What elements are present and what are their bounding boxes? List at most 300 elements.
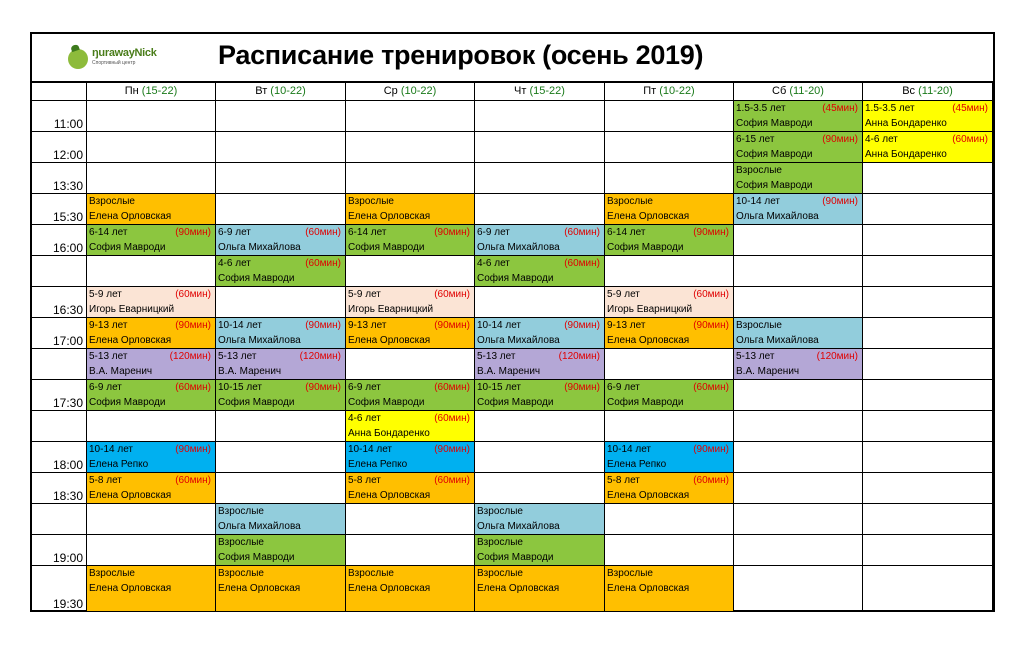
class-info [218,535,345,550]
day-name: Чт [514,85,527,97]
age-group: 6-9 лет [218,227,251,238]
time-label: 13:30 [52,179,83,193]
class-info [607,194,733,209]
trainer-name: София Мавроди [736,180,813,191]
trainer-name: София Мавроди [218,552,295,563]
empty-slot [87,256,216,287]
empty-slot [346,101,475,132]
class-info [89,349,215,364]
age-group: 1.5-3.5 лет [736,103,786,114]
age-group: Взрослые [607,196,653,207]
age-group: 10-14 лет [89,444,133,455]
day-header [734,83,863,101]
duration: (90мин) [693,444,729,455]
day-name: Вт [255,85,268,97]
class-slot [605,380,734,411]
trainer-name: София Мавроди [736,149,813,160]
class-info [348,473,474,488]
class-slot [87,287,216,318]
time-cell [32,225,87,256]
empty-slot [863,318,993,349]
duration: (90мин) [564,320,600,331]
class-slot [734,194,863,225]
empty-slot [863,163,993,194]
class-info [477,318,604,333]
day-header [605,83,734,101]
class-slot [605,473,734,504]
class-info [218,318,345,333]
age-group: 10-14 лет [477,320,521,331]
age-group: Взрослые [218,568,264,579]
class-slot [216,566,346,612]
class-info [865,101,992,116]
empty-slot [863,535,993,566]
empty-slot [87,504,216,535]
day-header [475,83,605,101]
duration: (60мин) [952,134,988,145]
trainer-name: София Мавроди [477,552,554,563]
class-info [89,380,215,395]
age-group: 10-14 лет [736,196,780,207]
class-info [89,287,215,302]
duration: (90мин) [175,444,211,455]
class-slot [87,349,216,380]
ball-icon [68,49,88,69]
class-info [736,163,862,178]
class-info [607,225,733,240]
age-group: Взрослые [218,537,264,548]
empty-slot [87,411,216,442]
empty-slot [475,132,605,163]
time-label: 18:30 [52,489,83,503]
age-group: 10-14 лет [218,320,262,331]
class-info [89,194,215,209]
day-hours: (15-22) [526,85,565,97]
class-slot [346,473,475,504]
empty-slot [475,442,605,473]
age-group: Взрослые [348,196,394,207]
age-group: 5-8 лет [348,475,381,486]
age-group: 10-15 лет [477,382,521,393]
age-group: Взрослые [477,506,523,517]
trainer-name: Ольга Михайлова [477,521,560,532]
duration: (45мин) [952,103,988,114]
trainer-name: Анна Бондаренко [348,428,430,439]
trainer-name: Елена Репко [348,459,408,470]
trainer-name: Елена Репко [607,459,667,470]
empty-slot [87,132,216,163]
time-cell [32,566,87,612]
empty-slot [734,566,863,612]
class-info [348,318,474,333]
class-slot [346,442,475,473]
time-label: 16:30 [52,303,83,317]
trainer-name: Ольга Михайлова [736,211,819,222]
class-slot [216,318,346,349]
empty-slot [475,473,605,504]
age-group: 4-6 лет [348,413,381,424]
age-group: Взрослые [607,568,653,579]
class-info [89,318,215,333]
class-slot [605,318,734,349]
class-slot [346,380,475,411]
age-group: 5-8 лет [607,475,640,486]
trainer-name: София Мавроди [607,242,684,253]
empty-slot [475,194,605,225]
age-group: Взрослые [89,196,135,207]
age-group: 5-13 лет [218,351,257,362]
empty-slot [734,473,863,504]
trainer-name: София Мавроди [218,397,295,408]
class-slot [605,442,734,473]
duration: (60мин) [434,475,470,486]
class-info [218,225,345,240]
empty-slot [863,442,993,473]
class-slot [734,163,863,194]
empty-slot [734,504,863,535]
empty-slot [734,225,863,256]
class-info [736,101,862,116]
age-group: 9-13 лет [607,320,646,331]
empty-slot [216,194,346,225]
age-group: 5-9 лет [89,289,122,300]
age-group: 1.5-3.5 лет [865,103,915,114]
age-group: 4-6 лет [865,134,898,145]
age-group: 10-14 лет [348,444,392,455]
duration: (60мин) [175,475,211,486]
empty-slot [863,473,993,504]
duration: (120мин) [299,351,341,362]
day-hours: (15-22) [138,85,178,97]
class-info [348,287,474,302]
empty-slot [216,163,346,194]
empty-slot [863,411,993,442]
day-hours: (10-22) [267,85,306,97]
duration: (90мин) [693,320,729,331]
empty-slot [475,163,605,194]
trainer-name: София Мавроди [477,273,554,284]
day-name: Вс [902,85,916,97]
duration: (60мин) [693,475,729,486]
time-label: 19:00 [52,551,83,565]
day-hours: (11-20) [915,85,953,97]
time-cell [32,411,87,442]
trainer-name: Елена Орловская [607,490,690,501]
class-slot [475,225,605,256]
class-slot [346,411,475,442]
age-group: 6-14 лет [348,227,387,238]
duration: (45мин) [822,103,858,114]
age-group: 6-14 лет [89,227,128,238]
class-info [218,256,345,271]
trainer-name: Елена Орловская [89,583,172,594]
class-info [89,566,215,581]
empty-slot [863,225,993,256]
class-info [218,349,345,364]
empty-slot [346,256,475,287]
class-info [477,349,604,364]
class-info [348,411,474,426]
empty-slot [734,380,863,411]
duration: (90мин) [175,320,211,331]
class-info [607,380,733,395]
empty-slot [605,504,734,535]
day-hours: (11-20) [786,85,824,97]
duration: (90мин) [693,227,729,238]
day-header [216,83,346,101]
class-info [736,349,862,364]
time-cell [32,318,87,349]
class-slot [475,349,605,380]
trainer-name: Анна Бондаренко [865,118,947,129]
schedule-header [32,34,993,83]
trainer-name: София Мавроди [607,397,684,408]
age-group: Взрослые [218,506,264,517]
age-group: Взрослые [736,320,782,331]
class-slot [216,256,346,287]
duration: (90мин) [175,227,211,238]
class-info [865,132,992,147]
trainer-name: Игорь Еварницкий [607,304,693,315]
age-group: 9-13 лет [89,320,128,331]
duration: (60мин) [434,289,470,300]
empty-slot [605,349,734,380]
trainer-name: В.А. Маренич [218,366,282,377]
class-slot [605,566,734,612]
duration: (60мин) [434,382,470,393]
day-hours: (10-22) [656,85,695,97]
trainer-name: Анна Бондаренко [865,149,947,160]
age-group: Взрослые [89,568,135,579]
age-group: 9-13 лет [348,320,387,331]
trainer-name: София Мавроди [89,242,166,253]
time-cell [32,473,87,504]
duration: (120мин) [169,351,211,362]
age-group: Взрослые [736,165,782,176]
day-hours: (10-22) [397,85,437,97]
class-info [89,442,215,457]
trainer-name: Елена Орловская [348,583,431,594]
time-label: 17:30 [52,396,83,410]
duration: (90мин) [434,227,470,238]
class-info [736,194,862,209]
trainer-name: Елена Орловская [89,211,172,222]
trainer-name: Елена Орловская [348,211,431,222]
class-slot [87,318,216,349]
day-header [87,83,216,101]
trainer-name: Ольга Михайлова [218,335,301,346]
age-group: 5-13 лет [89,351,128,362]
empty-slot [216,132,346,163]
logo [68,47,178,71]
duration: (120мин) [558,351,600,362]
age-group: 4-6 лет [218,258,251,269]
class-info [218,504,345,519]
trainer-name: В.А. Маренич [89,366,153,377]
duration: (60мин) [434,413,470,424]
empty-slot [346,504,475,535]
empty-slot [346,535,475,566]
duration: (90мин) [305,320,341,331]
empty-slot [216,442,346,473]
empty-slot [863,194,993,225]
class-info [348,566,474,581]
age-group: 6-9 лет [348,382,381,393]
age-group: 10-15 лет [218,382,262,393]
empty-slot [475,101,605,132]
empty-slot [605,132,734,163]
class-info [477,225,604,240]
empty-slot [346,349,475,380]
day-header [863,83,993,101]
logo-subtitle: Спортивный центр [92,60,136,66]
trainer-name: София Мавроди [348,242,425,253]
class-slot [346,225,475,256]
class-info [477,256,604,271]
empty-slot [216,287,346,318]
time-label: 16:00 [52,241,83,255]
empty-slot [216,101,346,132]
class-slot [605,225,734,256]
trainer-name: Елена Репко [89,459,149,470]
class-slot [87,442,216,473]
duration: (90мин) [822,196,858,207]
age-group: 5-13 лет [477,351,516,362]
schedule-sheet [30,32,995,612]
trainer-name: София Мавроди [477,397,554,408]
trainer-name: Игорь Еварницкий [89,304,175,315]
duration: (60мин) [693,289,729,300]
time-label: 11:00 [53,117,83,131]
empty-slot [863,566,993,612]
empty-slot [475,411,605,442]
trainer-name: София Мавроди [348,397,425,408]
time-cell [32,101,87,132]
time-cell [32,380,87,411]
class-slot [346,194,475,225]
duration: (60мин) [305,258,341,269]
duration: (60мин) [175,289,211,300]
empty-slot [605,163,734,194]
day-name: Пн [124,85,139,97]
age-group: 6-9 лет [89,382,122,393]
age-group: Взрослые [477,568,523,579]
time-cell [32,504,87,535]
trainer-name: Елена Орловская [607,583,690,594]
class-info [607,473,733,488]
class-slot [87,566,216,612]
age-group: 6-9 лет [477,227,510,238]
corner-cell [32,83,87,101]
time-cell [32,163,87,194]
trainer-name: Елена Орловская [218,583,301,594]
class-slot [863,132,993,163]
time-cell [32,132,87,163]
trainer-name: София Мавроди [89,397,166,408]
time-label: 18:00 [52,458,83,472]
trainer-name: Елена Орловская [89,335,172,346]
class-slot [87,225,216,256]
duration: (90мин) [305,382,341,393]
trainer-name: В.А. Маренич [477,366,541,377]
age-group: 5-9 лет [348,289,381,300]
class-slot [605,287,734,318]
trainer-name: Елена Орловская [89,490,172,501]
class-info [736,318,862,333]
duration: (120мин) [816,351,858,362]
class-slot [216,504,346,535]
trainer-name: Игорь Еварницкий [348,304,434,315]
class-info [348,380,474,395]
trainer-name: Ольга Михайлова [477,335,560,346]
duration: (90мин) [434,444,470,455]
class-info [607,287,733,302]
duration: (60мин) [305,227,341,238]
day-name: Пт [643,85,657,97]
empty-slot [346,132,475,163]
class-info [736,132,862,147]
class-slot [734,349,863,380]
class-info [477,535,604,550]
empty-slot [605,256,734,287]
class-slot [216,535,346,566]
empty-slot [863,256,993,287]
empty-slot [734,287,863,318]
age-group: Взрослые [477,537,523,548]
class-slot [734,132,863,163]
class-slot [216,380,346,411]
time-label: 12:00 [52,148,83,162]
class-slot [87,473,216,504]
class-slot [734,101,863,132]
class-info [477,566,604,581]
class-slot [475,504,605,535]
empty-slot [87,163,216,194]
class-slot [216,225,346,256]
time-cell [32,442,87,473]
class-info [348,442,474,457]
class-slot [87,380,216,411]
duration: (60мин) [564,227,600,238]
time-cell [32,535,87,566]
trainer-name: Елена Орловская [348,490,431,501]
logo-name: ŋurawayNick [92,47,157,59]
class-info [218,566,345,581]
age-group: 5-8 лет [89,475,122,486]
duration: (90мин) [822,134,858,145]
trainer-name: Елена Орловская [477,583,560,594]
class-slot [734,318,863,349]
empty-slot [734,256,863,287]
duration: (90мин) [564,382,600,393]
age-group: 4-6 лет [477,258,510,269]
class-slot [346,287,475,318]
page-title: Расписание тренировок (осень 2019) [218,40,704,70]
time-cell [32,194,87,225]
trainer-name: Ольга Михайлова [218,242,301,253]
age-group: 6-14 лет [607,227,646,238]
empty-slot [863,380,993,411]
empty-slot [87,101,216,132]
empty-slot [863,349,993,380]
empty-slot [734,442,863,473]
time-label: 15:30 [52,210,83,224]
class-slot [216,349,346,380]
class-slot [475,380,605,411]
trainer-name: Ольга Михайлова [218,521,301,532]
class-info [607,566,733,581]
class-slot [346,566,475,612]
